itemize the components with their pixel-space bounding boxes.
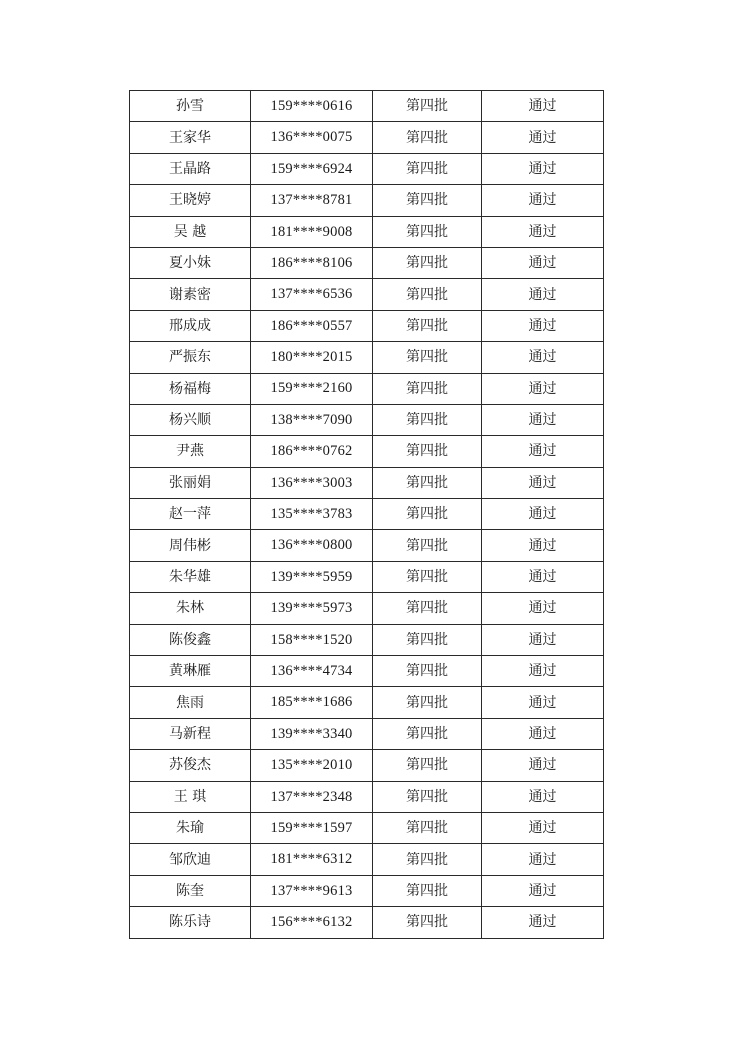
batch-cell: 第四批 <box>373 185 482 216</box>
phone-cell: 137****8781 <box>251 185 373 216</box>
status-cell: 通过 <box>482 91 604 122</box>
status-cell: 通过 <box>482 530 604 561</box>
status-cell: 通过 <box>482 373 604 404</box>
table-row <box>130 812 604 843</box>
batch-cell: 第四批 <box>373 91 482 122</box>
status-cell: 通过 <box>482 247 604 278</box>
document-page <box>129 90 603 939</box>
phone-cell: 136****0075 <box>251 122 373 153</box>
phone-cell: 186****8106 <box>251 247 373 278</box>
status-cell: 通过 <box>482 844 604 875</box>
table-row <box>130 185 604 216</box>
phone-cell: 139****3340 <box>251 718 373 749</box>
phone-cell: 139****5973 <box>251 593 373 624</box>
table-row <box>130 404 604 435</box>
phone-cell: 186****0557 <box>251 310 373 341</box>
name-cell: 黄琳雁 <box>130 656 251 687</box>
name-cell: 朱华雄 <box>130 561 251 592</box>
name-cell: 杨兴顺 <box>130 404 251 435</box>
table-row <box>130 656 604 687</box>
batch-cell: 第四批 <box>373 247 482 278</box>
phone-cell: 137****9613 <box>251 875 373 906</box>
table-row <box>130 907 604 938</box>
batch-cell: 第四批 <box>373 153 482 184</box>
phone-cell: 159****2160 <box>251 373 373 404</box>
name-cell: 吴 越 <box>130 216 251 247</box>
name-cell: 赵一萍 <box>130 499 251 530</box>
batch-cell: 第四批 <box>373 781 482 812</box>
batch-cell: 第四批 <box>373 122 482 153</box>
status-cell: 通过 <box>482 687 604 718</box>
status-cell: 通过 <box>482 875 604 906</box>
batch-cell: 第四批 <box>373 530 482 561</box>
table-row <box>130 216 604 247</box>
name-cell: 陈俊鑫 <box>130 624 251 655</box>
phone-cell: 139****5959 <box>251 561 373 592</box>
status-cell: 通过 <box>482 404 604 435</box>
table-row <box>130 875 604 906</box>
batch-cell: 第四批 <box>373 907 482 938</box>
name-cell: 杨福梅 <box>130 373 251 404</box>
table-row <box>130 593 604 624</box>
status-cell: 通过 <box>482 593 604 624</box>
phone-cell: 180****2015 <box>251 342 373 373</box>
batch-cell: 第四批 <box>373 373 482 404</box>
name-cell: 王晓婷 <box>130 185 251 216</box>
status-cell: 通过 <box>482 436 604 467</box>
batch-cell: 第四批 <box>373 875 482 906</box>
status-cell: 通过 <box>482 561 604 592</box>
name-cell: 夏小妹 <box>130 247 251 278</box>
name-cell: 王晶路 <box>130 153 251 184</box>
table-row <box>130 561 604 592</box>
table-row <box>130 436 604 467</box>
batch-cell: 第四批 <box>373 404 482 435</box>
name-cell: 尹燕 <box>130 436 251 467</box>
phone-cell: 136****0800 <box>251 530 373 561</box>
name-cell: 张丽娟 <box>130 467 251 498</box>
table-row <box>130 153 604 184</box>
name-cell: 邹欣迪 <box>130 844 251 875</box>
status-cell: 通过 <box>482 185 604 216</box>
name-cell: 严振东 <box>130 342 251 373</box>
table-row <box>130 247 604 278</box>
results-table-body <box>130 91 604 939</box>
batch-cell: 第四批 <box>373 436 482 467</box>
table-row <box>130 687 604 718</box>
name-cell: 王 琪 <box>130 781 251 812</box>
phone-cell: 135****3783 <box>251 499 373 530</box>
phone-cell: 181****9008 <box>251 216 373 247</box>
name-cell: 苏俊杰 <box>130 750 251 781</box>
phone-cell: 136****3003 <box>251 467 373 498</box>
phone-cell: 158****1520 <box>251 624 373 655</box>
phone-cell: 137****2348 <box>251 781 373 812</box>
status-cell: 通过 <box>482 499 604 530</box>
name-cell: 马新程 <box>130 718 251 749</box>
batch-cell: 第四批 <box>373 718 482 749</box>
name-cell: 王家华 <box>130 122 251 153</box>
phone-cell: 136****4734 <box>251 656 373 687</box>
batch-cell: 第四批 <box>373 499 482 530</box>
batch-cell: 第四批 <box>373 656 482 687</box>
phone-cell: 135****2010 <box>251 750 373 781</box>
status-cell: 通过 <box>482 153 604 184</box>
batch-cell: 第四批 <box>373 624 482 655</box>
status-cell: 通过 <box>482 750 604 781</box>
table-row <box>130 279 604 310</box>
table-row <box>130 91 604 122</box>
table-row <box>130 122 604 153</box>
phone-cell: 159****0616 <box>251 91 373 122</box>
name-cell: 焦雨 <box>130 687 251 718</box>
name-cell: 陈乐诗 <box>130 907 251 938</box>
status-cell: 通过 <box>482 812 604 843</box>
status-cell: 通过 <box>482 216 604 247</box>
name-cell: 陈奎 <box>130 875 251 906</box>
status-cell: 通过 <box>482 310 604 341</box>
batch-cell: 第四批 <box>373 844 482 875</box>
table-row <box>130 718 604 749</box>
table-row <box>130 373 604 404</box>
results-table <box>129 90 604 939</box>
name-cell: 周伟彬 <box>130 530 251 561</box>
batch-cell: 第四批 <box>373 593 482 624</box>
status-cell: 通过 <box>482 279 604 310</box>
batch-cell: 第四批 <box>373 750 482 781</box>
name-cell: 邢成成 <box>130 310 251 341</box>
batch-cell: 第四批 <box>373 467 482 498</box>
batch-cell: 第四批 <box>373 687 482 718</box>
phone-cell: 156****6132 <box>251 907 373 938</box>
phone-cell: 137****6536 <box>251 279 373 310</box>
status-cell: 通过 <box>482 907 604 938</box>
phone-cell: 181****6312 <box>251 844 373 875</box>
table-row <box>130 624 604 655</box>
batch-cell: 第四批 <box>373 310 482 341</box>
table-row <box>130 781 604 812</box>
batch-cell: 第四批 <box>373 216 482 247</box>
status-cell: 通过 <box>482 122 604 153</box>
table-row <box>130 467 604 498</box>
phone-cell: 185****1686 <box>251 687 373 718</box>
name-cell: 谢素密 <box>130 279 251 310</box>
status-cell: 通过 <box>482 342 604 373</box>
table-row <box>130 499 604 530</box>
batch-cell: 第四批 <box>373 279 482 310</box>
status-cell: 通过 <box>482 781 604 812</box>
status-cell: 通过 <box>482 624 604 655</box>
phone-cell: 186****0762 <box>251 436 373 467</box>
table-row <box>130 342 604 373</box>
phone-cell: 138****7090 <box>251 404 373 435</box>
batch-cell: 第四批 <box>373 812 482 843</box>
batch-cell: 第四批 <box>373 561 482 592</box>
table-row <box>130 530 604 561</box>
name-cell: 朱瑜 <box>130 812 251 843</box>
batch-cell: 第四批 <box>373 342 482 373</box>
table-row <box>130 844 604 875</box>
table-row <box>130 310 604 341</box>
phone-cell: 159****6924 <box>251 153 373 184</box>
status-cell: 通过 <box>482 467 604 498</box>
status-cell: 通过 <box>482 656 604 687</box>
name-cell: 朱林 <box>130 593 251 624</box>
table-row <box>130 750 604 781</box>
name-cell: 孙雪 <box>130 91 251 122</box>
phone-cell: 159****1597 <box>251 812 373 843</box>
status-cell: 通过 <box>482 718 604 749</box>
